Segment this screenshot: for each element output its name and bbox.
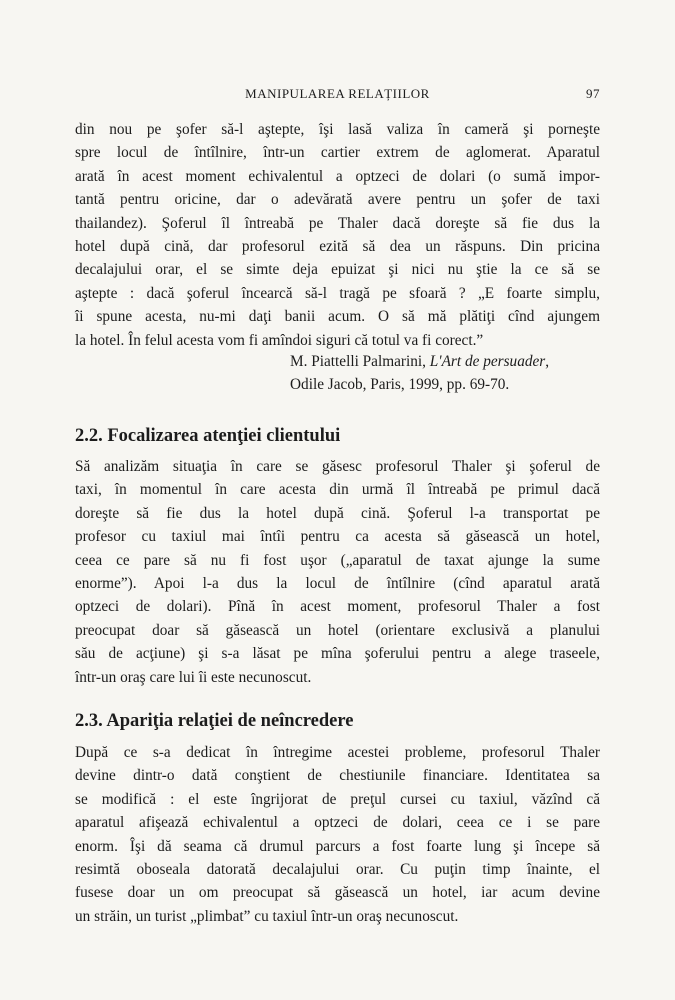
text-line: profesor cu taxiul mai întîi pentru ca acesta să găsească un hotel, [75,528,600,546]
source-punctuation: , [545,353,550,370]
text-line: taxi, în momentul în care acesta din urmă îl întreabă pe primul dacă [75,481,600,499]
text-line: aparatul afişează echivalentul a optzeci de dolari, ceea ce i se pare [75,814,600,832]
section-heading: 2.2. Focalizarea atenţiei clientului [75,426,341,446]
page-number: 97 [586,86,600,101]
text-line: enorme”). Apoi l-a dus la locul de întîlnire (cînd aparatul arată [75,574,600,592]
body-paragraph [75,455,600,689]
text-line: enorm. Îşi dă seama că drumul parcurs a fost foarte lung şi începe să [75,837,600,855]
source-book-title: L'Art de persuader [429,353,546,370]
text-line: spre locul de întîlnire, într-un cartier extrem de aglomerat. Aparatul [75,144,600,162]
quote-paragraph [75,118,600,352]
text-line: doreşte să fie dus la hotel după cină. Şoferul l-a transportat pe [75,504,600,522]
text-line: devine dintr-o dată conştient de chestiunile financiare. Identitatea sa [75,767,600,785]
source-author: M. Piattelli Palmarini, [290,353,430,370]
source-line-1 [290,350,600,373]
quote-source [290,350,600,397]
text-line: într-un oraş care lui îi este necunoscut. [75,668,312,686]
text-line: preocupat doar să găsească un hotel (orientare exclusivă a planului [75,621,600,639]
text-line: său de acţiune) şi s-a lăsat pe mîna şoferului pentru a alege traseele, [75,645,600,663]
source-line-2: Odile Jacob, Paris, 1999, pp. 69-70. [290,376,510,394]
text-line: ceea ce pare să nu fi fost uşor („aparatul de taxat ajunge la sume [75,551,600,569]
text-line: După ce s-a dedicat în întregime acestei probleme, profesorul Thaler [75,744,600,761]
text-line: decalajului orar, el se simte deja epuizat şi nici nu ştie la ce să se [75,261,600,279]
text-line: un străin, un turist „plimbat” cu taxiul într-un oraş necunoscut. [75,907,459,925]
running-header [75,86,600,106]
text-line: optzeci de dolari). Pînă în acest moment, profesorul Thaler a fost [75,598,600,616]
text-line: arată în acest moment echivalentul a optzeci de dolari (o sumă impor- [75,167,600,185]
text-line: fusese doar un om preocupat să găsească un hotel, iar acum devine [75,884,600,902]
text-line: thailandez). Şoferul îl întreabă pe Thaler dacă doreşte să fie dus la [75,214,600,232]
text-line: resimtă oboseala datorată decalajului orar. Cu puţin timp înainte, el [75,860,600,878]
text-line: tantă pentru oricine, dar o adevărată avere pentru un şofer de taxi [75,191,600,209]
text-line: îi spune acesta, nu-mi daţi banii acum. O să mă plătiţi cînd ajungem [75,308,600,326]
running-title: MANIPULAREA RELAȚIILOR [245,86,430,101]
text-line: se modifică : el este îngrijorat de preţul cursei cu taxiul, văzînd că [75,790,600,808]
text-line: la hotel. În felul acesta vom fi amîndoi siguri că totul va fi corect.” [75,331,484,349]
text-line: Să analizăm situaţia în care se găsesc profesorul Thaler şi şoferul de [75,458,600,475]
section-heading: 2.3. Apariţia relaţiei de neîncredere [75,711,354,731]
text-line: hotel după cină, dar profesorul ezită să dea un răspuns. Din pricina [75,237,600,255]
text-line: din nou pe şofer să-l aştepte, îşi lasă valiza în cameră şi porneşte [75,121,600,138]
body-paragraph [75,741,600,928]
text-line: aştepte : dacă şoferul încearcă să-l tragă pe sfoară ? „E foarte simplu, [75,284,600,302]
